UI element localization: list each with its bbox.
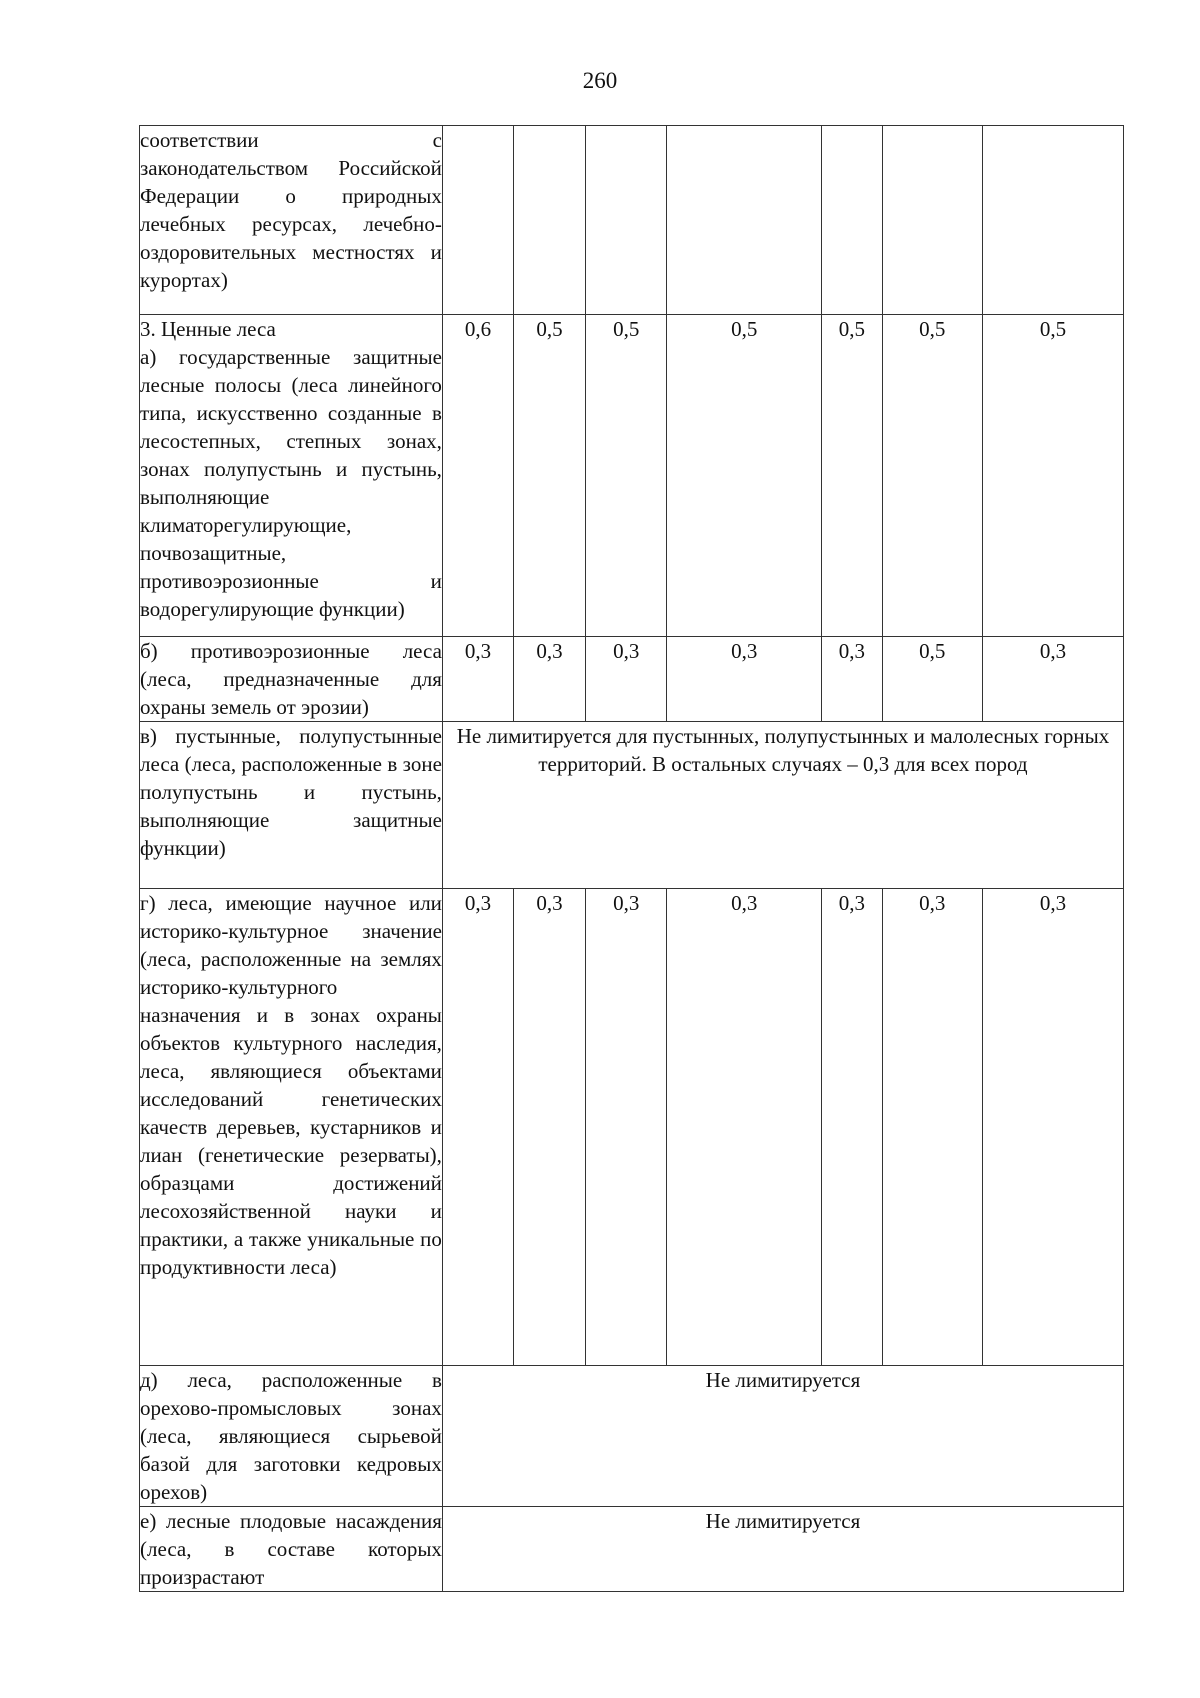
row-description-cell <box>140 889 443 1366</box>
value-cell: 0,5 <box>822 315 883 637</box>
value-cell: 0,5 <box>982 315 1123 637</box>
table-row <box>140 637 1124 722</box>
value-cell: 0,3 <box>822 889 883 1366</box>
value-cell: 0,5 <box>667 315 822 637</box>
row-description-cell <box>140 1507 443 1592</box>
value-cell: 0,3 <box>982 637 1123 722</box>
row-description-cell <box>140 126 443 315</box>
value-cell: 0,3 <box>822 637 883 722</box>
norms-table <box>139 125 1124 1592</box>
value-cell: 0,5 <box>586 315 667 637</box>
table-row <box>140 889 1124 1366</box>
value-cell: 0,5 <box>882 637 982 722</box>
row-description-cell <box>140 637 443 722</box>
page-number: 260 <box>582 68 618 93</box>
table-row <box>140 1366 1124 1507</box>
table-row <box>140 722 1124 889</box>
row-description-cell <box>140 1366 443 1507</box>
row-description: соответствии с законодательством Российской Федерации о природных лечебных ресурсах, лечебно-оздоровительных местностях и курортах) <box>140 128 442 292</box>
row-description-cell <box>140 722 443 889</box>
row-description: в) пустынные, полупустынные леса (леса, расположенные в зоне полупустынь и пустынь, выполняющие защитные функции) <box>140 724 442 860</box>
row-description: 3. Ценные леса а) государственные защитные лесные полосы (леса линейного типа, искусственно созданные в лесостепных, степных зонах, зонах полупустынь и пустынь, выполняющие климаторегулирующие, почвозащитные, противоэрозионные и водорегулирующие функции) <box>140 317 442 621</box>
row-description: е) лесные плодовые насаждения (леса, в составе которых произрастают <box>140 1509 442 1589</box>
value-cell <box>513 126 585 315</box>
value-cell: 0,3 <box>513 889 585 1366</box>
row-description-cell <box>140 315 443 637</box>
value-cell: 0,3 <box>882 889 982 1366</box>
value-cell: 0,3 <box>586 889 667 1366</box>
value-cell: 0,3 <box>667 637 822 722</box>
value-cell <box>822 126 883 315</box>
value-cell: 0,3 <box>667 889 822 1366</box>
row-description: г) леса, имеющие научное или историко-культурное значение (леса, расположенные на землях историко-культурного назначения и в зонах охраны объектов культурного наследия, леса, являющиеся объектами исследований генетических качеств деревьев, кустарников и лиан (генетические резерваты), образцами достижений лесохозяйственной науки и практики, а также уникальные по продуктивности леса) <box>140 891 442 1279</box>
merged-note-cell: Не лимитируется <box>442 1507 1123 1592</box>
value-cell: 0,3 <box>513 637 585 722</box>
value-cell: 0,3 <box>442 637 513 722</box>
value-cell: 0,3 <box>442 889 513 1366</box>
merged-note-cell: Не лимитируется <box>442 1366 1123 1507</box>
value-cell <box>982 126 1123 315</box>
table-row <box>140 126 1124 315</box>
merged-note-cell: Не лимитируется для пустынных, полупустынных и малолесных горных территорий. В остальных случаях – 0,3 для всех пород <box>442 722 1123 889</box>
value-cell: 0,3 <box>586 637 667 722</box>
value-cell: 0,3 <box>982 889 1123 1366</box>
table-row <box>140 1507 1124 1592</box>
value-cell: 0,5 <box>513 315 585 637</box>
value-cell: 0,5 <box>882 315 982 637</box>
table-row <box>140 315 1124 637</box>
value-cell <box>442 126 513 315</box>
value-cell <box>882 126 982 315</box>
row-description: д) леса, расположенные в орехово-промысловых зонах (леса, являющиеся сырьевой базой для заготовки кедровых орехов) <box>140 1368 442 1504</box>
value-cell <box>667 126 822 315</box>
value-cell: 0,6 <box>442 315 513 637</box>
value-cell <box>586 126 667 315</box>
row-description: б) противоэрозионные леса (леса, предназначенные для охраны земель от эрозии) <box>140 639 442 719</box>
